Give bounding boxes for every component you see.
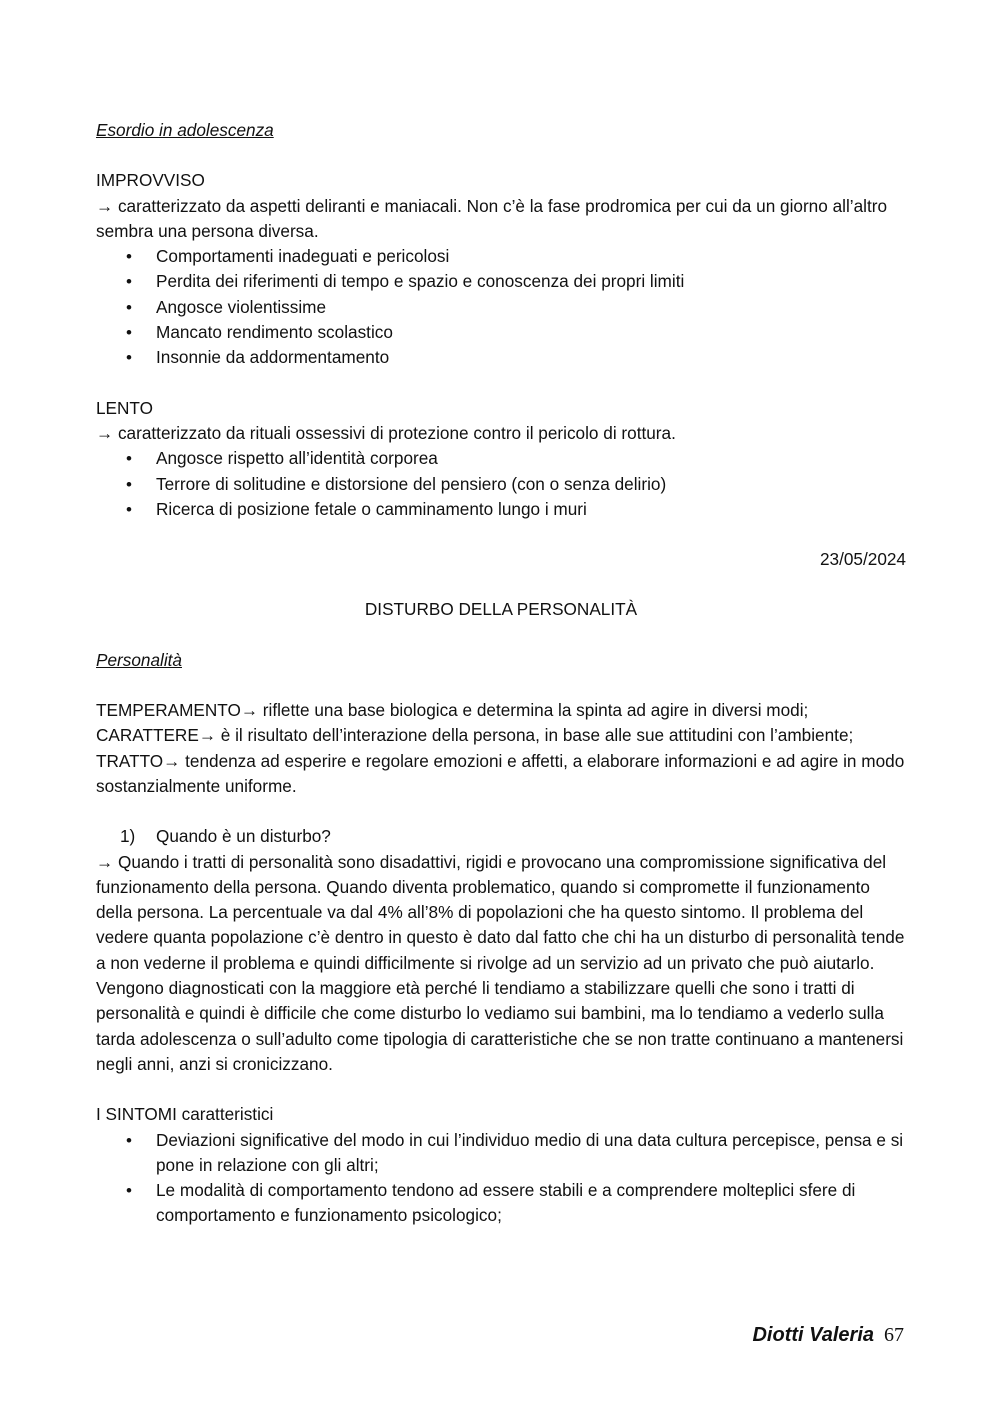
sintomi-list <box>96 1128 906 1229</box>
list-item: • Terrore di solitudine e distorsione del pensiero (con o senza delirio) <box>156 472 906 497</box>
page-title: DISTURBO DELLA PERSONALITÀ <box>364 599 638 620</box>
author-name: Diotti Valeria <box>752 1324 874 1346</box>
numbered-item <box>120 824 906 849</box>
list-item: • Comportamenti inadeguati e pericolosi <box>156 244 906 269</box>
lento-list <box>96 446 906 522</box>
list-item: • Perdita dei riferimenti di tempo e spazio e conoscenza dei propri limiti <box>156 269 906 294</box>
list-item: • Deviazioni significative del modo in cui l’individuo medio di una data cultura percepisce, pensa e si pone in relazione con gli altri; <box>156 1128 906 1179</box>
document-page <box>96 118 906 1229</box>
answer-paragraph-2: Vengono diagnosticati con la maggiore età perché li tendiamo a stabilizzare quelli che sono i tratti di personalità e quindi è difficile che come disturbo lo vediamo sui bambini, ma lo tendiamo a vederlo sulla tarda adolescenza o sull’adulto come tipologia di caratteristiche che se non tratte continuano a mantenersi negli anni, anzi si cronicizzano. <box>96 978 904 1074</box>
numbered-list <box>96 824 906 849</box>
improvviso-list <box>96 244 906 370</box>
list-item: • Angosce rispetto all’identità corporea <box>156 446 906 471</box>
list-item: • Insonnie da addormentamento <box>156 345 906 370</box>
item-number: 1) <box>120 826 136 847</box>
list-item: • Ricerca di posizione fetale o camminamento lungo i muri <box>156 497 906 522</box>
lento-title: LENTO <box>96 397 153 418</box>
definition-tratto: TRATTO→ tendenza ad esperire e regolare emozioni e affetti, a elaborare informazioni e ad agire in modo sostanzialmente uniforme. <box>96 750 905 796</box>
definition-temperamento: TEMPERAMENTO→ riflette una base biologica e determina la spinta ad agire in diversi modi; <box>96 700 809 721</box>
improvviso-title: IMPROVVISO <box>96 170 205 191</box>
sintomi-title: I SINTOMI caratteristici <box>96 1104 274 1125</box>
page-footer <box>752 1324 904 1347</box>
list-item: • Angosce violentissime <box>156 295 906 320</box>
list-item: • Mancato rendimento scolastico <box>156 320 906 345</box>
improvviso-description: → caratterizzato da aspetti deliranti e maniacali. Non c’è la fase prodromica per cui da un giorno all’altro sembra una persona diversa. <box>96 195 888 241</box>
section-heading-esordio: Esordio in adolescenza <box>96 120 274 140</box>
answer-paragraph-1: → Quando i tratti di personalità sono disadattivi, rigidi e provocano una compromissione significativa del funzionamento della persona. Quando diventa problematico, quando si compromette il funzionamento della persona. La percentuale va dal 4% all’8% di popolazioni che ha questo sintomo. Il problema del vedere quanta popolazione c’è dentro in questo è dato dal fatto che chi ha un disturbo di personalità tende a non vederne il problema e quindi difficilmente si rivolge ad un servizio ad un privato che può aiutarlo. <box>96 851 905 973</box>
lento-description: → caratterizzato da rituali ossessivi di protezione contro il pericolo di rottura. <box>96 422 676 443</box>
question-text: Quando è un disturbo? <box>156 826 331 847</box>
section-heading-personalita: Personalità <box>96 649 182 670</box>
list-item: • Le modalità di comportamento tendono ad essere stabili e a comprendere molteplici sfere di comportamento e funzionamento psicologico; <box>156 1178 906 1229</box>
definition-carattere: CARATTERE→ è il risultato dell’interazione della persona, in base alle sue attitudini con l’ambiente; <box>96 725 854 746</box>
date: 23/05/2024 <box>819 549 906 570</box>
page-number: 67 <box>884 1324 904 1346</box>
